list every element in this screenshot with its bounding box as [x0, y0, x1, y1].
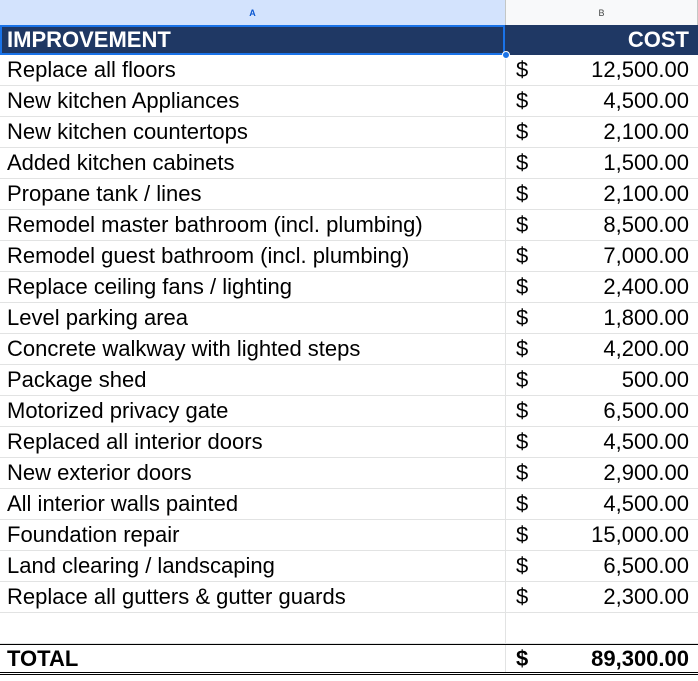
improvement-cell[interactable]: Foundation repair [0, 520, 506, 550]
currency-symbol: $ [516, 119, 529, 144]
column-header-b[interactable]: B [506, 0, 698, 25]
currency-symbol: $ [516, 212, 529, 237]
table-row [0, 148, 698, 179]
blank-cell-b[interactable] [506, 613, 698, 643]
cost-value: 4,500.00 [603, 491, 689, 516]
currency-symbol: $ [516, 305, 529, 330]
table-row [0, 55, 698, 86]
cost-cell[interactable] [506, 582, 698, 612]
currency-symbol: $ [516, 57, 529, 82]
table-row [0, 427, 698, 458]
cost-value: 1,500.00 [603, 150, 689, 175]
cost-cell[interactable] [506, 117, 698, 147]
currency-symbol: $ [516, 584, 529, 609]
table-row [0, 210, 698, 241]
cost-cell[interactable] [506, 148, 698, 178]
cost-cell[interactable] [506, 334, 698, 364]
table-row [0, 179, 698, 210]
cost-cell[interactable] [506, 272, 698, 302]
cost-cell[interactable] [506, 396, 698, 426]
improvement-cell[interactable]: Package shed [0, 365, 506, 395]
currency-symbol: $ [516, 460, 529, 485]
column-header-a[interactable]: A [0, 0, 506, 25]
total-value: 89,300.00 [591, 645, 689, 671]
cost-cell[interactable] [506, 520, 698, 550]
cost-cell[interactable] [506, 551, 698, 581]
improvement-cell[interactable]: Propane tank / lines [0, 179, 506, 209]
cost-cell[interactable] [506, 241, 698, 271]
cell-grid [0, 25, 698, 675]
currency-symbol: $ [516, 645, 529, 671]
improvement-cell[interactable]: New kitchen countertops [0, 117, 506, 147]
cost-value: 7,000.00 [603, 243, 689, 268]
currency-symbol: $ [516, 181, 529, 206]
currency-symbol: $ [516, 367, 529, 392]
cost-cell[interactable] [506, 210, 698, 240]
improvement-cell[interactable]: Land clearing / landscaping [0, 551, 506, 581]
total-label-cell[interactable]: TOTAL [0, 645, 506, 672]
currency-symbol: $ [516, 491, 529, 516]
improvement-cell[interactable]: Level parking area [0, 303, 506, 333]
table-row [0, 365, 698, 396]
table-row [0, 551, 698, 582]
currency-symbol: $ [516, 88, 529, 113]
cost-cell[interactable] [506, 86, 698, 116]
cost-value: 2,100.00 [603, 181, 689, 206]
table-row [0, 396, 698, 427]
header-improvement-cell[interactable]: IMPROVEMENT [0, 25, 506, 55]
table-row [0, 520, 698, 551]
selection-fill-handle[interactable] [502, 51, 510, 59]
blank-row [0, 613, 698, 644]
improvement-cell[interactable]: Motorized privacy gate [0, 396, 506, 426]
table-row [0, 241, 698, 272]
cost-value: 6,500.00 [603, 398, 689, 423]
cost-value: 12,500.00 [591, 57, 689, 82]
total-row [0, 644, 698, 675]
cost-value: 2,900.00 [603, 460, 689, 485]
cost-value: 15,000.00 [591, 522, 689, 547]
cost-value: 2,400.00 [603, 274, 689, 299]
cost-value: 4,500.00 [603, 88, 689, 113]
cost-value: 4,200.00 [603, 336, 689, 361]
cost-cell[interactable] [506, 427, 698, 457]
cost-value: 4,500.00 [603, 429, 689, 454]
table-row [0, 582, 698, 613]
cost-value: 2,300.00 [603, 584, 689, 609]
currency-symbol: $ [516, 274, 529, 299]
total-value-cell[interactable] [506, 645, 698, 672]
cost-value: 8,500.00 [603, 212, 689, 237]
cost-value: 500.00 [621, 367, 689, 392]
improvement-cell[interactable]: Added kitchen cabinets [0, 148, 506, 178]
improvement-cell[interactable]: All interior walls painted [0, 489, 506, 519]
cost-cell[interactable] [506, 303, 698, 333]
currency-symbol: $ [516, 398, 529, 423]
cost-value: 2,100.00 [603, 119, 689, 144]
currency-symbol: $ [516, 243, 529, 268]
column-header-bar [0, 0, 698, 25]
table-row [0, 489, 698, 520]
cost-cell[interactable] [506, 458, 698, 488]
currency-symbol: $ [516, 336, 529, 361]
improvement-cell[interactable]: New exterior doors [0, 458, 506, 488]
currency-symbol: $ [516, 553, 529, 578]
cost-cell[interactable] [506, 365, 698, 395]
cost-cell[interactable] [506, 179, 698, 209]
improvement-cell[interactable]: Replace ceiling fans / lighting [0, 272, 506, 302]
currency-symbol: $ [516, 429, 529, 454]
improvement-cell[interactable]: Remodel guest bathroom (incl. plumbing) [0, 241, 506, 271]
improvement-cell[interactable]: Replaced all interior doors [0, 427, 506, 457]
improvement-cell[interactable]: Concrete walkway with lighted steps [0, 334, 506, 364]
improvement-cell[interactable]: Remodel master bathroom (incl. plumbing) [0, 210, 506, 240]
improvement-cell[interactable]: Replace all floors [0, 55, 506, 85]
cost-value: 6,500.00 [603, 553, 689, 578]
currency-symbol: $ [516, 522, 529, 547]
table-row [0, 303, 698, 334]
table-row [0, 117, 698, 148]
blank-cell-a[interactable] [0, 613, 506, 643]
improvement-cell[interactable]: New kitchen Appliances [0, 86, 506, 116]
table-row [0, 272, 698, 303]
cost-cell[interactable] [506, 489, 698, 519]
table-row [0, 458, 698, 489]
table-row [0, 86, 698, 117]
currency-symbol: $ [516, 150, 529, 175]
cost-cell[interactable] [506, 55, 698, 85]
improvement-cell[interactable]: Replace all gutters & gutter guards [0, 582, 506, 612]
header-row [0, 25, 698, 55]
cost-value: 1,800.00 [603, 305, 689, 330]
header-cost-cell[interactable]: COST [627, 27, 689, 52]
table-body [0, 55, 698, 613]
table-row [0, 334, 698, 365]
